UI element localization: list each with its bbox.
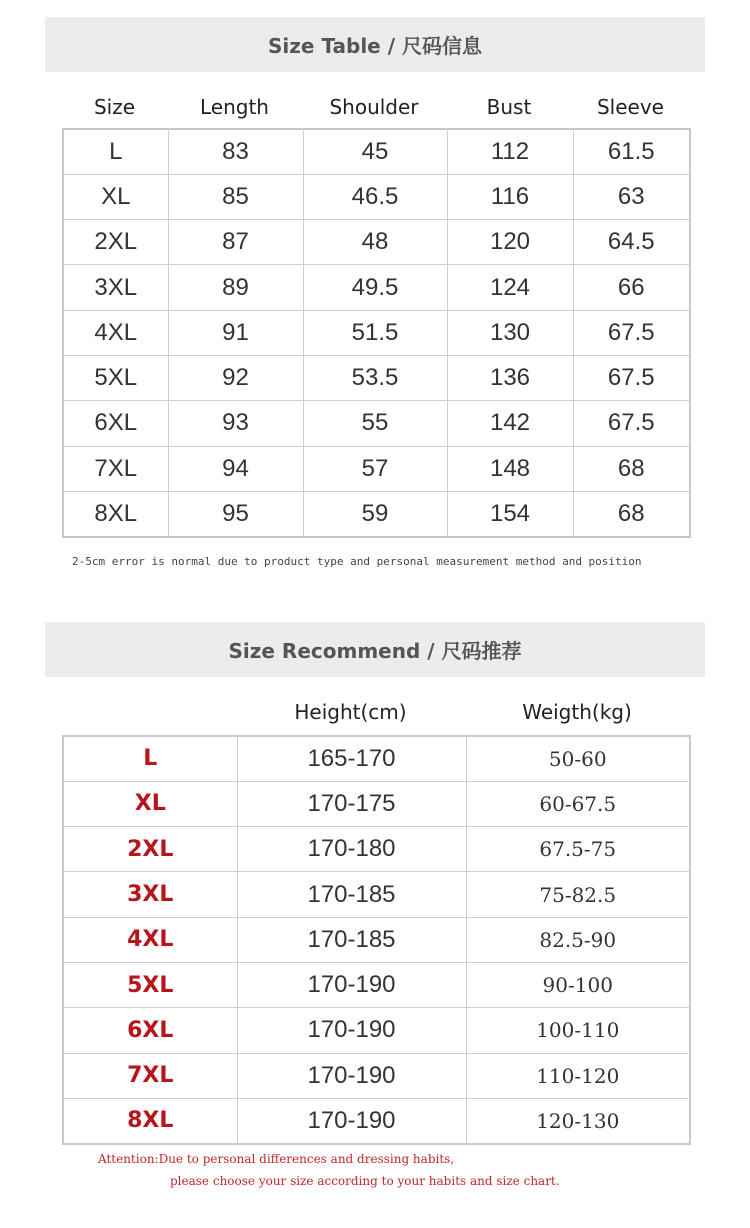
size-table [62,128,691,538]
table-row [63,736,690,781]
cell-bust: 124 [447,265,573,310]
cell-size: 3XL [63,265,168,310]
cell-weight: 82.5-90 [466,917,690,962]
cell-size: 7XL [63,446,168,491]
attention-line-2: please choose your size according to your habits and size chart. [170,1174,560,1188]
cell-bust: 120 [447,220,573,265]
size-table-header [62,90,689,124]
cell-sleeve: 64.5 [573,220,690,265]
table-row [63,220,690,265]
cell-bust: 154 [447,491,573,536]
cell-bust: 112 [447,129,573,174]
header-bust: Bust [486,95,532,119]
table-row [63,827,690,872]
cell-height: 170-180 [237,827,466,872]
cell-size: 5XL [63,355,168,400]
cell-sleeve: 67.5 [573,401,690,446]
table-row [63,174,690,219]
cell-sleeve: 63 [573,174,690,219]
cell-length: 93 [168,401,303,446]
cell-length: 91 [168,310,303,355]
table-row [63,491,690,536]
cell-weight: 67.5-75 [466,827,690,872]
header-size: Size [93,95,136,119]
cell-shoulder: 51.5 [303,310,447,355]
cell-size: L [63,736,237,781]
cell-bust: 142 [447,401,573,446]
cell-size: 6XL [63,401,168,446]
cell-bust: 116 [447,174,573,219]
cell-length: 95 [168,491,303,536]
size-recommend-title: Size Recommend / 尺码推荐 [228,639,522,663]
header-length: Length [200,95,269,119]
size-recommend-header [62,695,689,729]
cell-size: XL [63,174,168,219]
size-table-title: Size Table / 尺码信息 [268,34,482,58]
header-shoulder: Shoulder [329,95,419,119]
measurement-note: 2-5cm error is normal due to product type and personal measurement method and position [72,555,642,568]
size-recommend-table [62,735,691,1145]
table-row [63,872,690,917]
table-row [63,917,690,962]
cell-shoulder: 48 [303,220,447,265]
cell-sleeve: 68 [573,491,690,536]
cell-weight: 60-67.5 [466,781,690,826]
table-row [63,265,690,310]
cell-shoulder: 57 [303,446,447,491]
cell-length: 85 [168,174,303,219]
cell-bust: 130 [447,310,573,355]
table-row [63,310,690,355]
table-row [63,401,690,446]
cell-size: 4XL [63,310,168,355]
cell-length: 92 [168,355,303,400]
attention-line-1: Attention:Due to personal differences and dressing habits, [98,1152,455,1166]
cell-size: 8XL [63,491,168,536]
cell-size: 5XL [63,962,237,1007]
table-row [63,962,690,1007]
table-row [63,129,690,174]
header-weight: Weigth(kg) [522,700,632,724]
table-row [63,355,690,400]
cell-height: 170-190 [237,1008,466,1053]
cell-length: 89 [168,265,303,310]
cell-height: 170-190 [237,1053,466,1098]
cell-size: L [63,129,168,174]
size-recommend-banner [45,622,705,677]
table-row [63,781,690,826]
cell-height: 165-170 [237,736,466,781]
table-row [63,1098,690,1143]
cell-size: 2XL [63,220,168,265]
cell-size: XL [63,781,237,826]
cell-size: 7XL [63,1053,237,1098]
cell-height: 170-185 [237,917,466,962]
cell-weight: 75-82.5 [466,872,690,917]
cell-height: 170-190 [237,1098,466,1143]
table-row [63,446,690,491]
cell-size: 4XL [63,917,237,962]
cell-size: 2XL [63,827,237,872]
cell-shoulder: 53.5 [303,355,447,400]
cell-size: 6XL [63,1008,237,1053]
cell-sleeve: 68 [573,446,690,491]
cell-bust: 136 [447,355,573,400]
cell-sleeve: 66 [573,265,690,310]
cell-shoulder: 45 [303,129,447,174]
cell-shoulder: 59 [303,491,447,536]
cell-height: 170-185 [237,872,466,917]
cell-weight: 50-60 [466,736,690,781]
table-row [63,1008,690,1053]
cell-size: 8XL [63,1098,237,1143]
cell-weight: 110-120 [466,1053,690,1098]
cell-height: 170-190 [237,962,466,1007]
cell-length: 87 [168,220,303,265]
cell-weight: 90-100 [466,962,690,1007]
cell-length: 94 [168,446,303,491]
cell-bust: 148 [447,446,573,491]
table-row [63,1053,690,1098]
cell-length: 83 [168,129,303,174]
cell-weight: 100-110 [466,1008,690,1053]
cell-shoulder: 46.5 [303,174,447,219]
cell-size: 3XL [63,872,237,917]
cell-shoulder: 49.5 [303,265,447,310]
header-sleeve: Sleeve [596,95,664,119]
cell-shoulder: 55 [303,401,447,446]
cell-sleeve: 61.5 [573,129,690,174]
cell-weight: 120-130 [466,1098,690,1143]
size-table-banner [45,17,705,72]
cell-height: 170-175 [237,781,466,826]
cell-sleeve: 67.5 [573,355,690,400]
cell-sleeve: 67.5 [573,310,690,355]
header-height: Height(cm) [294,700,407,724]
